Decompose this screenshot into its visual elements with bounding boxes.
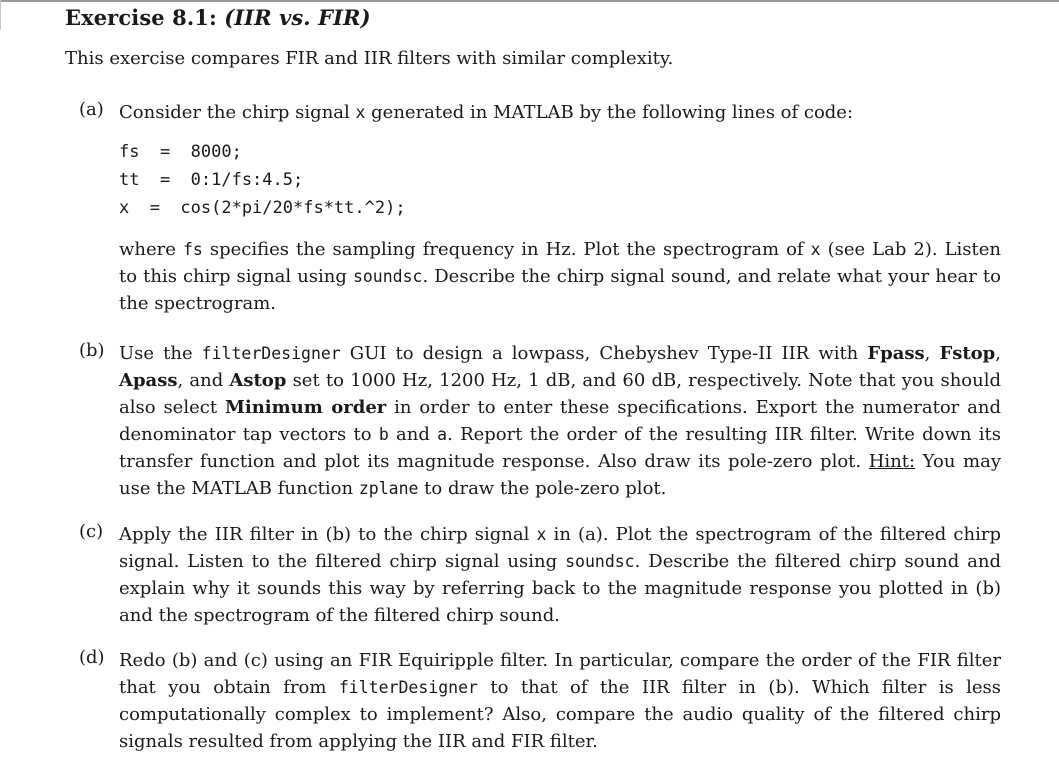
left-rule (0, 0, 1, 30)
part-d-text: Redo (b) and (c) using an FIR Equiripple filter. In particular, compare the order of the FIR filter that you obtain from filterDesigner to that of the IIR filter in (b). Which filter is less computationally complex to implement? Also, compare the audio quality of the filtered chirp signals resulted from applying the IIR and FIR filter. (119, 650, 1001, 752)
var-x: x (536, 525, 547, 544)
part-c (79, 521, 1001, 629)
part-a-text: Consider the chirp signal x generated in MATLAB by the following lines of code: (119, 102, 854, 123)
code-line: fs = 8000; (119, 142, 242, 162)
code-line: tt = 0:1/fs:4.5; (119, 170, 304, 190)
part-c-text: Apply the IIR filter in (b) to the chirp signal x in (a). Plot the spectrogram of the filtered chirp signal. Listen to the filtered chirp signal using soundsc. Describe the filtered chirp sound and explain why it sounds this way by referring back to the magnitude response you plotted in (b) and the spectrogram of the filtered chirp sound. (119, 524, 1001, 626)
exercise-title (65, 5, 371, 30)
term-astop: Astop (229, 370, 287, 391)
exercise-topic: (IIR vs. FIR) (224, 5, 371, 30)
part-a-where-text: where fs specifies the sampling frequency in Hz. Plot the spectrogram of x (see Lab 2). Listen to this chirp signal using soundsc. Describe the chirp signal sound, and relate what your hear to the spectrogram. (119, 239, 1002, 314)
var-a: a (437, 425, 448, 444)
part-d-label: (d) (79, 647, 105, 668)
part-a-label: (a) (79, 99, 104, 120)
part-c-label: (c) (79, 521, 104, 542)
top-rule (0, 0, 1059, 2)
var-x: x (810, 240, 821, 259)
intro-paragraph: This exercise compares FIR and IIR filters with similar complexity. (65, 48, 674, 69)
func-filterdesigner: filterDesigner (338, 678, 478, 697)
term-minimum-order: Minimum order (224, 397, 387, 418)
func-zplane: zplane (358, 479, 419, 498)
var-b: b (378, 425, 389, 444)
code-line: x = cos(2*pi/20*fs*tt.^2); (119, 198, 406, 218)
var-x: x (355, 103, 366, 122)
part-b-text: Use the filterDesigner GUI to design a lowpass, Chebyshev Type-II IIR with Fpass, Fstop, Apass, and Astop set to 1000 Hz, 1200 Hz, 1 dB, and 60 dB, respectively. Note that you should also select Minimum order in order to enter these specifications. Export the numerator and denominator tap vectors to b and a. Report the order of the resulting IIR filter. Write down its transfer function and plot its magnitude response. Also draw its pole-zero plot. Hint: You may use the MATLAB function zplane to draw the pole-zero plot. (119, 343, 1002, 499)
part-b-label: (b) (79, 340, 105, 361)
term-apass: Apass (119, 370, 178, 391)
func-soundsc: soundsc (565, 552, 635, 571)
func-filterdesigner: filterDesigner (201, 344, 341, 363)
part-a (79, 99, 1001, 317)
term-fstop: Fstop (939, 343, 996, 364)
hint-label: Hint: (868, 451, 916, 472)
func-soundsc: soundsc (352, 267, 423, 286)
exercise-number: Exercise 8.1: (65, 5, 217, 30)
var-fs: fs (182, 240, 203, 259)
code-block (119, 138, 1001, 222)
part-b (79, 340, 1001, 502)
term-fpass: Fpass (867, 343, 925, 364)
part-d (79, 647, 1001, 755)
